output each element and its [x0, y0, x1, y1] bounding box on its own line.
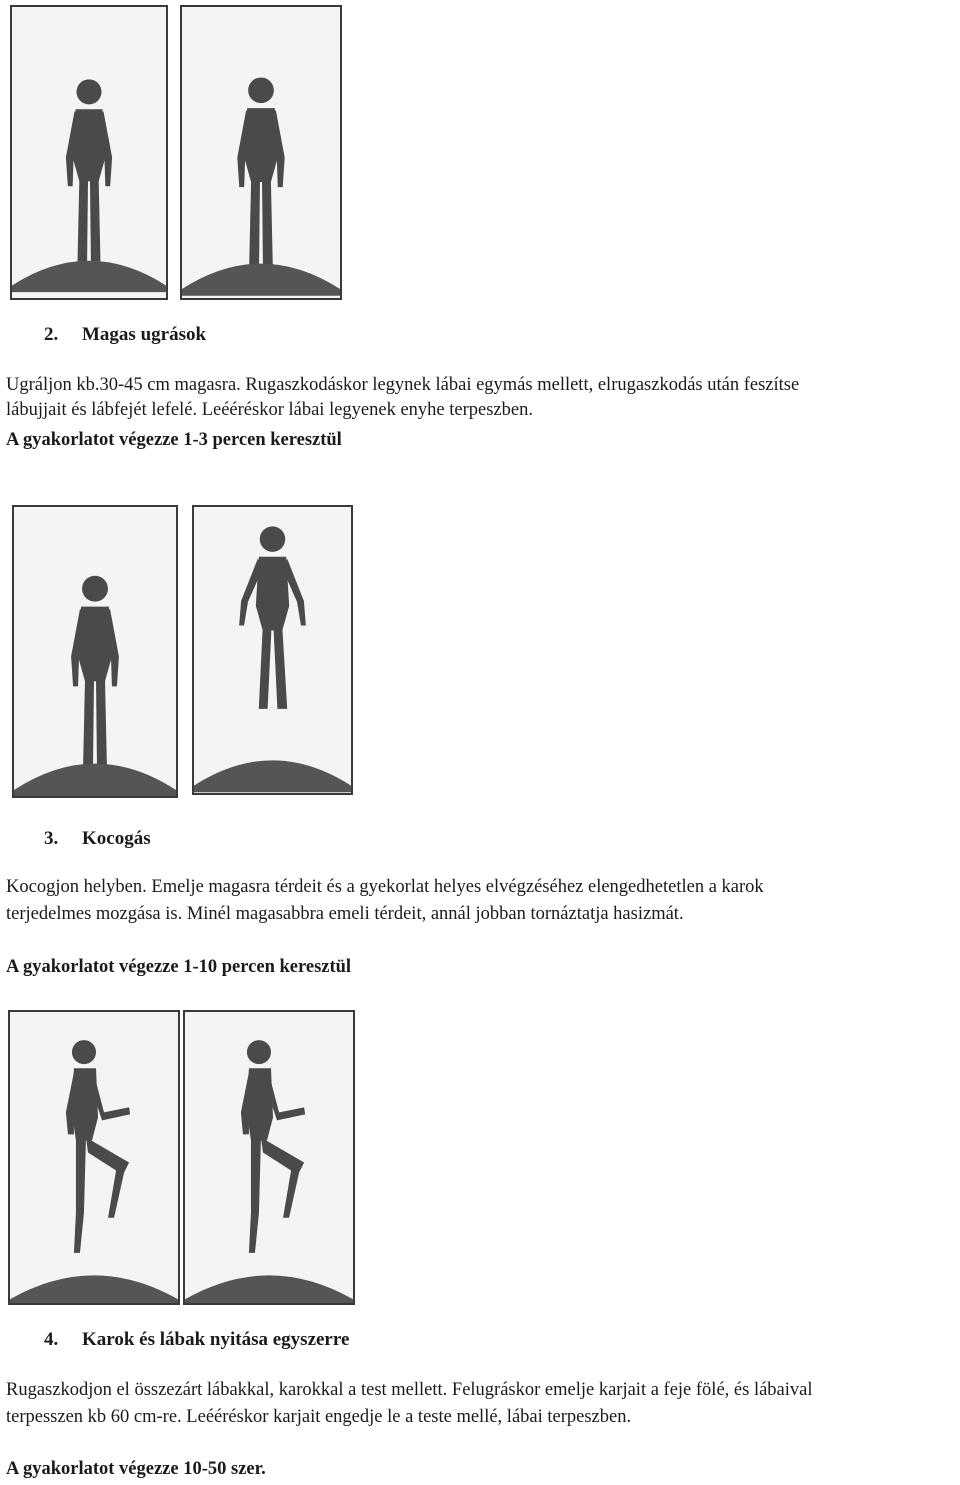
illustration-standing: [10, 5, 168, 300]
figure-jogging-icon: [10, 1012, 178, 1303]
illustration-jumping: [180, 5, 342, 300]
section-heading: [44, 324, 206, 346]
section-heading: [44, 1329, 349, 1351]
figure-jumping-icon: [194, 507, 351, 793]
figure-jogging-icon: [185, 1012, 353, 1303]
illustration-standing: [12, 505, 178, 798]
illustration-jogging: [8, 1010, 180, 1305]
body-line: Rugaszkodjon el összezárt lábakkal, karokkal a test mellett. Felugráskor emelje karjait a feje fölé, és lábaival: [6, 1380, 813, 1400]
section-title: Karok és lábak nyitása egyszerre: [82, 1329, 350, 1350]
section-title: Kocogás: [82, 828, 151, 849]
body-line: terpesszen kb 60 cm-re. Leééréskor karjait engedje le a teste mellé, lábai terpeszben.: [6, 1407, 632, 1427]
figure-standing-icon: [14, 507, 176, 796]
figure-standing-icon: [12, 7, 166, 298]
body-line: terjedelmes mozgása is. Minél magasabbra emeli térdeit, annál jobban tornáztatja hasizmát.: [6, 904, 684, 924]
instruction: A gyakorlatot végezze 1-10 percen keresztül: [6, 957, 352, 977]
body-line: Kocogjon helyben. Emelje magasra térdeit és a gyekorlat helyes elvégzéséhez elengedhetetlen a karok: [6, 877, 764, 897]
section-heading: [44, 828, 151, 850]
section-number: 3.: [44, 828, 59, 849]
section-number: 2.: [44, 324, 59, 345]
figure-standing-icon: [182, 7, 340, 298]
body-line: lábujjait és lábfejét lefelé. Leééréskor lábai legyenek enyhe terpeszben.: [6, 400, 533, 420]
instruction: A gyakorlatot végezze 1-3 percen keresztül: [6, 430, 342, 450]
body-line: Ugráljon kb.30-45 cm magasra. Rugaszkodáskor legynek lábai egymás mellett, elrugaszkodás után feszítse: [6, 375, 800, 395]
illustration-jumping: [192, 505, 353, 795]
instruction: A gyakorlatot végezze 10-50 szer.: [6, 1459, 266, 1479]
section-title: Magas ugrások: [82, 324, 207, 345]
illustration-jogging: [183, 1010, 355, 1305]
section-number: 4.: [44, 1329, 59, 1350]
